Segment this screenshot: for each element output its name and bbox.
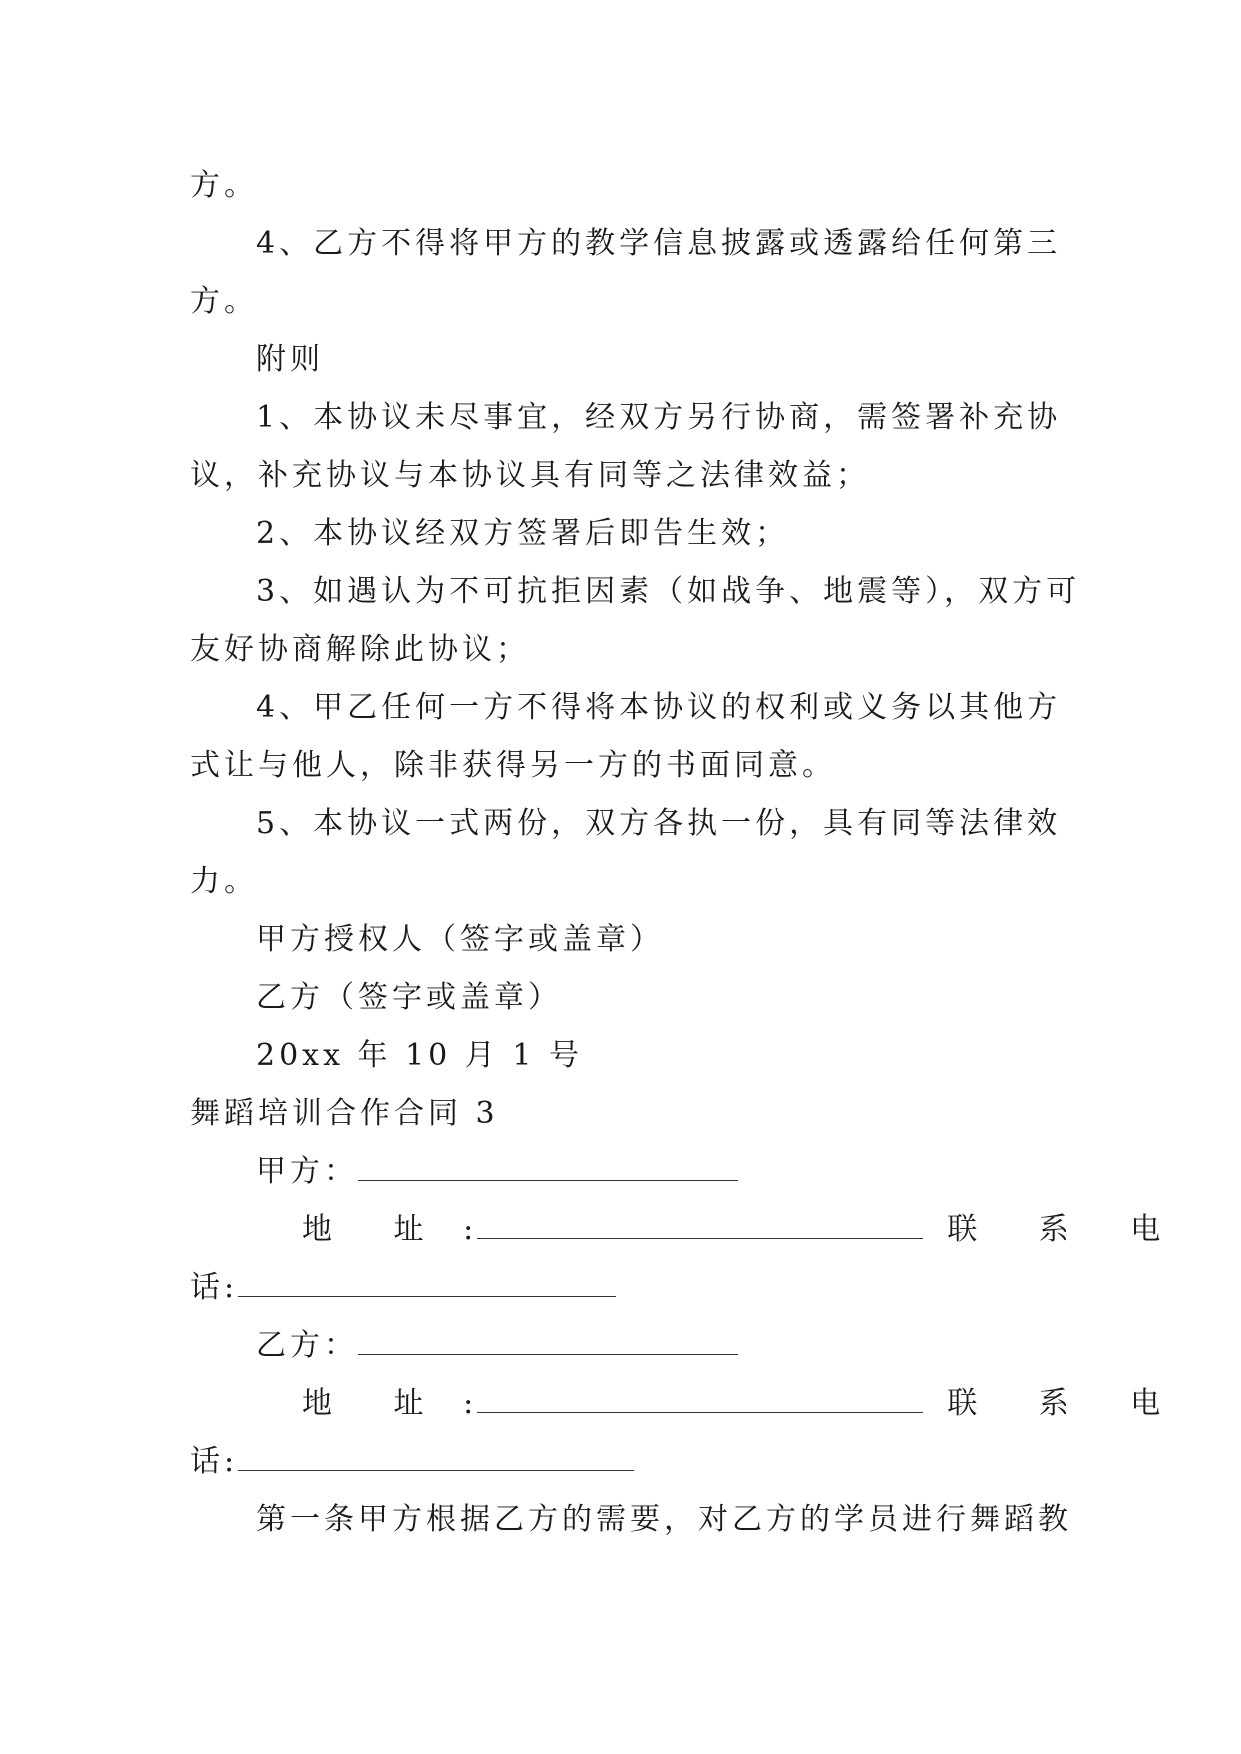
text-line: 友好协商解除此协议； [190, 632, 530, 667]
text-line: 4、甲乙任何一方不得将本协议的权利或义务以其他方 [256, 690, 1062, 725]
address-label: 地 址 [302, 1386, 450, 1421]
date-line: 20xx 年 10 月 1 号 [256, 1038, 583, 1073]
party-a-blank [358, 1150, 738, 1181]
signature-line-party-a: 甲方授权人（签字或盖章） [256, 922, 664, 957]
text-line: 方。 [190, 168, 258, 203]
phone-label-head: 联 系 电 [947, 1386, 1187, 1421]
party-b-label: 乙方： [256, 1328, 358, 1363]
party-a-address-row [190, 1208, 1187, 1252]
text-line: 议，补充协议与本协议具有同等之法律效益； [190, 458, 870, 493]
party-b-row [256, 1324, 1050, 1368]
party-a-phone-row [190, 1266, 1050, 1310]
phone-label-tail: 话: [190, 1270, 239, 1305]
party-a-row [256, 1150, 1050, 1194]
text-line: 2、本协议经双方签署后即告生效； [256, 516, 790, 551]
party-a-phone-blank [238, 1266, 616, 1297]
section-heading: 附则 [256, 342, 324, 377]
text-line: 力。 [190, 864, 258, 899]
party-b-address-blank [477, 1382, 923, 1413]
signature-line-party-b: 乙方（签字或盖章） [256, 980, 562, 1015]
text-line: 4、乙方不得将甲方的教学信息披露或透露给任何第三 [256, 226, 1062, 261]
phone-label-head: 联 系 电 [947, 1212, 1187, 1247]
document-title: 舞蹈培训合作合同 3 [190, 1096, 499, 1131]
address-colon: : [449, 1212, 478, 1247]
party-b-phone-blank [238, 1440, 634, 1471]
party-b-address-row [190, 1382, 1187, 1426]
text-line: 1、本协议未尽事宜，经双方另行协商，需签署补充协 [256, 400, 1062, 435]
text-line: 3、如遇认为不可抗拒因素（如战争、地震等），双方可 [256, 574, 1081, 609]
text-line: 第一条甲方根据乙方的需要，对乙方的学员进行舞蹈教 [256, 1502, 1072, 1537]
text-line: 5、本协议一式两份，双方各执一份，具有同等法律效 [256, 806, 1062, 841]
address-label: 地 址 [302, 1212, 450, 1247]
party-a-label: 甲方： [256, 1154, 358, 1189]
party-b-phone-row [190, 1440, 1050, 1484]
text-line: 方。 [190, 284, 258, 319]
phone-label-tail: 话: [190, 1444, 239, 1479]
party-a-address-blank [477, 1208, 923, 1239]
address-colon: : [449, 1386, 478, 1421]
text-line: 式让与他人，除非获得另一方的书面同意。 [190, 748, 836, 783]
party-b-blank [358, 1324, 738, 1355]
